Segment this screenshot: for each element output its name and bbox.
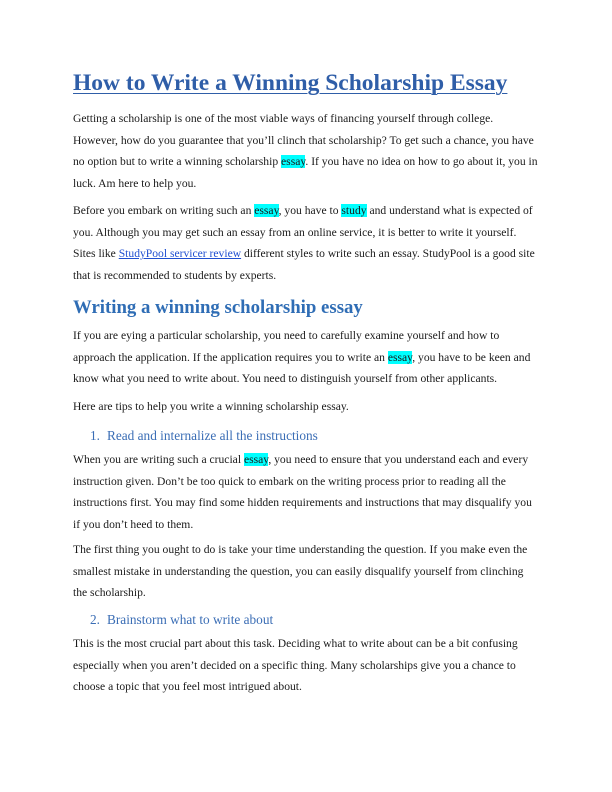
highlight-study: study: [341, 204, 367, 217]
highlight-essay: essay: [281, 155, 306, 168]
list-heading-2: 2. Brainstorm what to write about: [90, 612, 274, 627]
brainstorm-paragraph: This is the most crucial part about this task. Deciding what to write about can be a bit confusing especially when you aren’t decided on a specific thing. Many scholarships give you a chance to choose a topic that you feel most intrigued about.: [73, 637, 518, 693]
question-paragraph: The first thing you ought to do is take your time understanding the question. If you make even the smallest mistake in understanding the question, you can easily disqualify yourself from clinching the scholarship.: [73, 543, 528, 599]
studypool-review-link[interactable]: StudyPool servicer review: [118, 247, 242, 260]
section-heading: Writing a winning scholarship essay: [73, 297, 363, 318]
highlight-essay: essay: [243, 453, 269, 466]
study-paragraph: Before you embark on writing such an essay, you have to study and understand what is expected of you. Although you may get such an essay from an online service, it is better to write it yourself. Sites like StudyPool servicer review different styles to write such an essay. StudyPool is a good site that is recommended to students by experts.: [73, 204, 535, 282]
highlight-essay: essay: [387, 350, 413, 364]
highlight-essay: essay: [254, 204, 279, 217]
intro-paragraph: Getting a scholarship is one of the most viable ways of financing yourself through college. However, how do you guarantee that you’ll clinch that scholarship? To get such a chance, you have no option but to write a winning scholarship essay. If you have no idea on how to go about it, you in luck. Am here to help you.: [73, 112, 538, 190]
approach-paragraph: If you are eying a particular scholarship, you need to carefully examine yourself and how to approach the application. If the application requires you to write an essay, you have to be keen and know what you need to write about. You need to distinguish yourself from other applicants.: [73, 329, 531, 385]
instructions-paragraph: When you are writing such a crucial essay, you need to ensure that you understand each and every instruction given. Don’t be too quick to embark on the writing process prior to reading all the instructions first. You may find some hidden requirements and instructions that may disqualify you if you don’t heed to them.: [73, 453, 532, 531]
page-title: How to Write a Winning Scholarship Essay: [73, 70, 508, 96]
list-heading-1: 1. Read and internalize all the instructions: [90, 428, 318, 443]
tips-intro-paragraph: Here are tips to help you write a winning scholarship essay.: [73, 400, 349, 413]
